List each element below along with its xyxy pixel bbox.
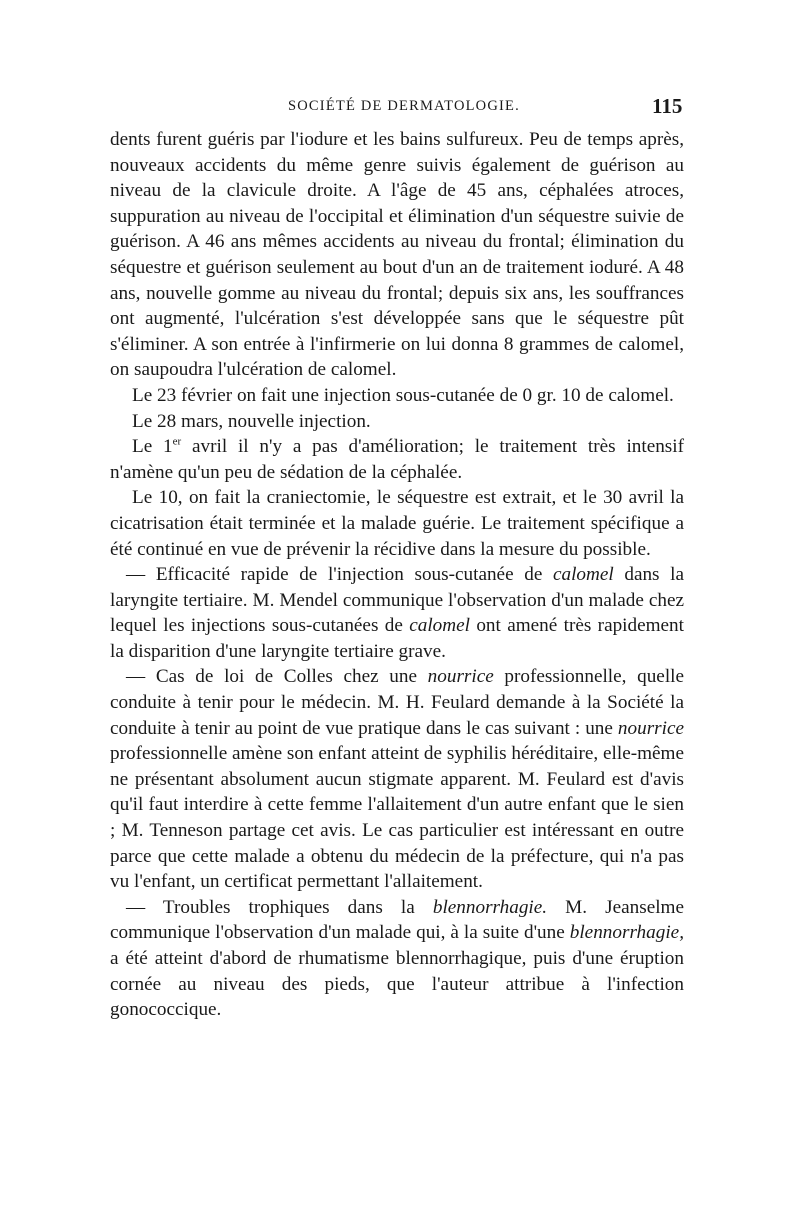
paragraph-text: Le 23 février on fait une injection sous-cutanée de 0 gr. 10 de calomel. <box>132 384 674 406</box>
italic-term: nourrice <box>427 666 494 688</box>
superscript: er <box>172 435 182 448</box>
paragraph <box>110 409 684 435</box>
paragraph <box>110 562 684 664</box>
paragraph-text: avril il n'y a pas d'amélioration; le traitement très intensif n'amène qu'un peu de sédation de la céphalée. <box>110 436 684 483</box>
italic-term: calomel <box>552 564 614 586</box>
paragraph-text: dans la laryngite tertiaire. M. Mendel communique l'observation d'un malade chez lequel les injections sous-cutanées de <box>110 564 684 637</box>
paragraph-text: M. Jeanselme communique l'observation d'un malade qui, à la suite d'une <box>110 896 684 944</box>
paragraph-text: Le 28 mars, nouvelle injection. <box>132 410 371 432</box>
paragraph-text: Le 10, on fait la craniectomie, le séquestre est extrait, et le 30 avril la cicatrisation était terminée et la malade guérie. Le traitement spécifique a été continué en vue de prévenir la récidive dans la mesure du possible. <box>110 487 684 560</box>
paragraph <box>110 485 684 562</box>
paragraph-text: — Efficacité rapide de l'injection sous-cutanée de <box>126 564 553 586</box>
body-text <box>110 127 684 1023</box>
paragraph-text: — Troubles trophiques dans la <box>126 896 433 918</box>
paragraph <box>110 895 684 1023</box>
paragraph-text: professionnelle amène son enfant atteint de syphilis héréditaire, elle-même ne présentant absolument aucun stigmate apparent. M. Feulard est d'avis qu'il faut interdire à cette femme l'allaitement d'un autre enfant que le sien ; M. Tenneson partage cet avis. Le cas particulier est intéressant en outre parce que cette malade a obtenu du médecin de la préfecture, qui n'a pas vu l'enfant, un certificat permettant l'allaitement. <box>110 743 684 893</box>
running-title: SOCIÉTÉ DE DERMATOLOGIE. <box>288 98 520 114</box>
italic-term: blennorrhagie, <box>569 922 684 944</box>
paragraph <box>110 434 684 485</box>
paragraph-text: — Cas de loi de Colles chez une <box>126 666 428 688</box>
paragraph-text: dents furent guéris par l'iodure et les bains sulfureux. Peu de temps après, nouveaux accidents du même genre suivis également de guérison au niveau de la clavicule droite. A l'âge de 45 ans, céphalées atroces, suppuration au niveau de l'occipital et élimination d'un séquestre suivie de guérison. A 46 ans mêmes accidents au niveau du frontal; élimination du séquestre et guérison seulement au bout d'un an de traitement ioduré. A 48 ans, nouvelle gomme au niveau du frontal; depuis six ans, les souffrances ont augmenté, l'ulcération s'est développée sans que le séquestre pût s'éliminer. A son entrée à l'infirmerie on lui donna 8 grammes de calomel, on saupoudra l'ulcération de calomel. <box>110 129 684 381</box>
italic-term: nourrice <box>617 717 684 739</box>
italic-term: calomel <box>409 615 470 637</box>
page-number: 115 <box>652 94 683 118</box>
paragraph-text: professionnelle, quelle conduite à tenir pour le médecin. M. H. Feulard demande à la Société la conduite à tenir au point de vue pratique dans le cas suivant : une <box>110 666 685 739</box>
italic-term: blennorrhagie. <box>432 896 548 918</box>
paragraph <box>110 383 684 409</box>
paragraph <box>110 664 684 894</box>
paragraph <box>110 127 684 383</box>
page-header <box>0 94 800 122</box>
paragraph-text: ont amené très rapidement la disparition d'une laryngite tertiaire grave. <box>110 615 684 662</box>
paragraph-text: Le 1 <box>132 436 173 458</box>
paragraph-text: a été atteint d'abord de rhumatisme blennorrhagique, puis d'une éruption cornée au niveau des pieds, que l'auteur attribue à l'infection gonococcique. <box>110 948 684 1021</box>
